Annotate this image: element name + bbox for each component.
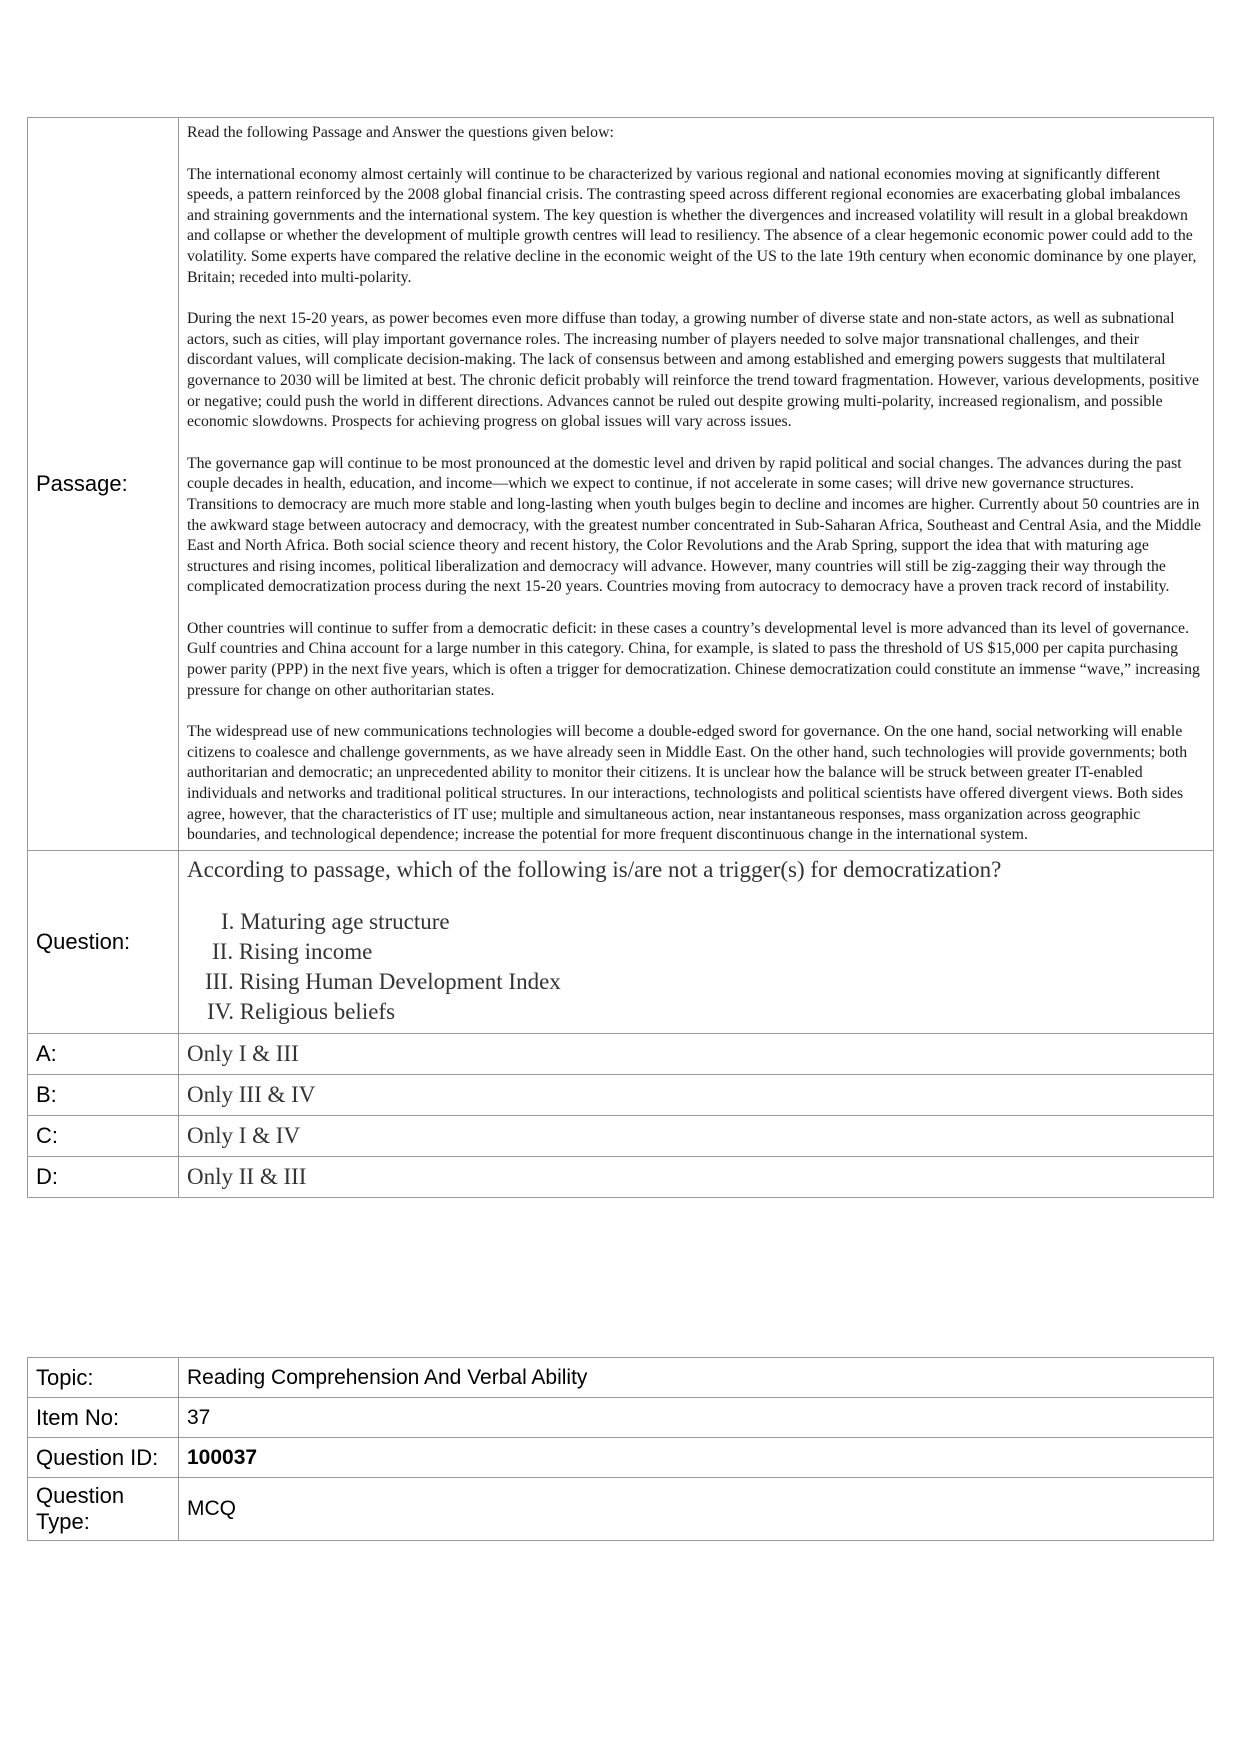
passage-label: Passage: [28, 118, 179, 851]
passage-row [28, 118, 1214, 851]
passage-paragraph-3: The governance gap will continue to be most pronounced at the domestic level and driven by rapid political and social changes. The advances during the past couple decades in health, education, and income—which we expect to continue, if not accelerate in some cases; will drive new governance structures. Transitions to democracy are much more stable and long-lasting when youth bulges begin to decline and incomes are higher. Currently about 50 countries are in the awkward stage between autocracy and democracy, with the greatest number concentrated in Sub-Saharan Africa, Southeast and Central Asia, and the Middle East and North Africa. Both social science theory and recent history, the Color Revolutions and the Arab Spring, support the idea that with maturing age structures and rising incomes, political liberalization and democracy will advance. However, many countries will still be zig-zagging their way through the complicated democratization process during the next 15-20 years. Countries moving from autocracy to democracy have a proven track record of instability. [187, 454, 1202, 596]
option-d-text: Only II & III [187, 1163, 307, 1189]
question-type-label: Question Type: [28, 1478, 179, 1541]
passage-paragraph-5: The widespread use of new communications technologies will become a double-edged sword for governance. On the one hand, social networking will enable citizens to coalesce and challenge governments, as we have already seen in Middle East. On the other hand, such technologies will provide governments; both authoritarian and democratic; an unprecedented ability to monitor their citizens. It is unclear how the balance will be struck between greater IT-enabled individuals and networks and traditional political structures. In our interactions, technologists and political scientists have offered divergent views. Both sides agree, however, that the characteristics of IT use; multiple and simultaneous action, near instantaneous responses, mass organization across geographic boundaries, and technological dependence; increase the potential for more frequent discontinuous change in the international system. [187, 723, 1188, 844]
passage-paragraph-1: The international economy almost certainly will continue to be characterized by various regional and national economies moving at significantly different speeds, a pattern reinforced by the 2008 global financial crisis. The contrasting speed across different regional economies are exacerbating global imbalances and straining governments and the international system. The key question is whether the divergences and increased volatility will result in a global breakdown and collapse or whether the development of multiple growth centres will lead to resiliency. The absence of a clear hegemonic economic power could add to the volatility. Some experts have compared the relative decline in the economic weight of the US to the late 19th century when economic dominance by one player, Britain; receded into multi-polarity. [187, 165, 1197, 286]
option-b-content [179, 1074, 1214, 1115]
option-d-content [179, 1156, 1214, 1197]
passage-instruction: Read the following Passage and Answer the questions given below: [187, 124, 614, 141]
option-d-label: D: [28, 1156, 179, 1197]
question-row [28, 850, 1214, 1033]
option-c-label: C: [28, 1115, 179, 1156]
option-c-content [179, 1115, 1214, 1156]
question-type-value: MCQ [179, 1478, 1214, 1541]
question-content [179, 850, 1214, 1033]
item-no-label: Item No: [28, 1398, 179, 1438]
question-id-row [28, 1438, 1214, 1478]
question-item-1: I. Maturing age structure [221, 908, 450, 934]
question-id-label: Question ID: [28, 1438, 179, 1478]
option-a-content [179, 1033, 1214, 1074]
question-item-4: IV. Religious beliefs [207, 998, 396, 1024]
question-type-row [28, 1478, 1214, 1541]
option-a-text: Only I & III [187, 1040, 299, 1066]
option-b-text: Only III & IV [187, 1081, 316, 1107]
option-b-label: B: [28, 1074, 179, 1115]
question-item-2: II. Rising income [212, 938, 373, 964]
question-id-value: 100037 [179, 1438, 1214, 1478]
question-item-3: III. Rising Human Development Index [205, 968, 561, 994]
item-no-value: 37 [179, 1398, 1214, 1438]
option-row-a [28, 1033, 1214, 1074]
question-table [27, 117, 1214, 1198]
passage-paragraph-2: During the next 15-20 years, as power becomes even more diffuse than today, a growing number of diverse state and non-state actors, as well as subnational actors, such as cities, will play important governance roles. The increasing number of players needed to solve major transnational challenges, and their discordant values, will complicate decision-making. The lack of consensus between and among established and emerging powers suggests that multilateral governance to 2030 will be limited at best. The chronic deficit probably will reinforce the trend toward fragmentation. However, various developments, positive or negative; could push the world in different directions. Advances cannot be ruled out despite growing multi-polarity, increased regionalism, and possible economic slowdowns. Prospects for achieving progress on global issues will vary across issues. [187, 310, 1199, 431]
item-no-row [28, 1398, 1214, 1438]
topic-row [28, 1358, 1214, 1398]
topic-value: Reading Comprehension And Verbal Ability [179, 1358, 1214, 1398]
metadata-table [27, 1357, 1214, 1541]
option-row-d [28, 1156, 1214, 1197]
passage-content [179, 118, 1214, 851]
option-row-c [28, 1115, 1214, 1156]
option-c-text: Only I & IV [187, 1122, 301, 1148]
option-a-label: A: [28, 1033, 179, 1074]
option-row-b [28, 1074, 1214, 1115]
topic-label: Topic: [28, 1358, 179, 1398]
passage-paragraph-4: Other countries will continue to suffer from a democratic deficit: in these cases a country’s developmental level is more advanced than its level of governance. Gulf countries and China account for a large number in this category. China, for example, is slated to pass the threshold of US $15,000 per capita purchasing power parity (PPP) in the next five years, which is often a trigger for democratization. Chinese democratization could constitute an immense “wave,” increasing pressure for change on other authoritarian states. [187, 619, 1200, 699]
question-stem: According to passage, which of the following is/are not a trigger(s) for democratization? [187, 856, 1002, 882]
question-items [187, 907, 1207, 1027]
question-label: Question: [28, 850, 179, 1033]
